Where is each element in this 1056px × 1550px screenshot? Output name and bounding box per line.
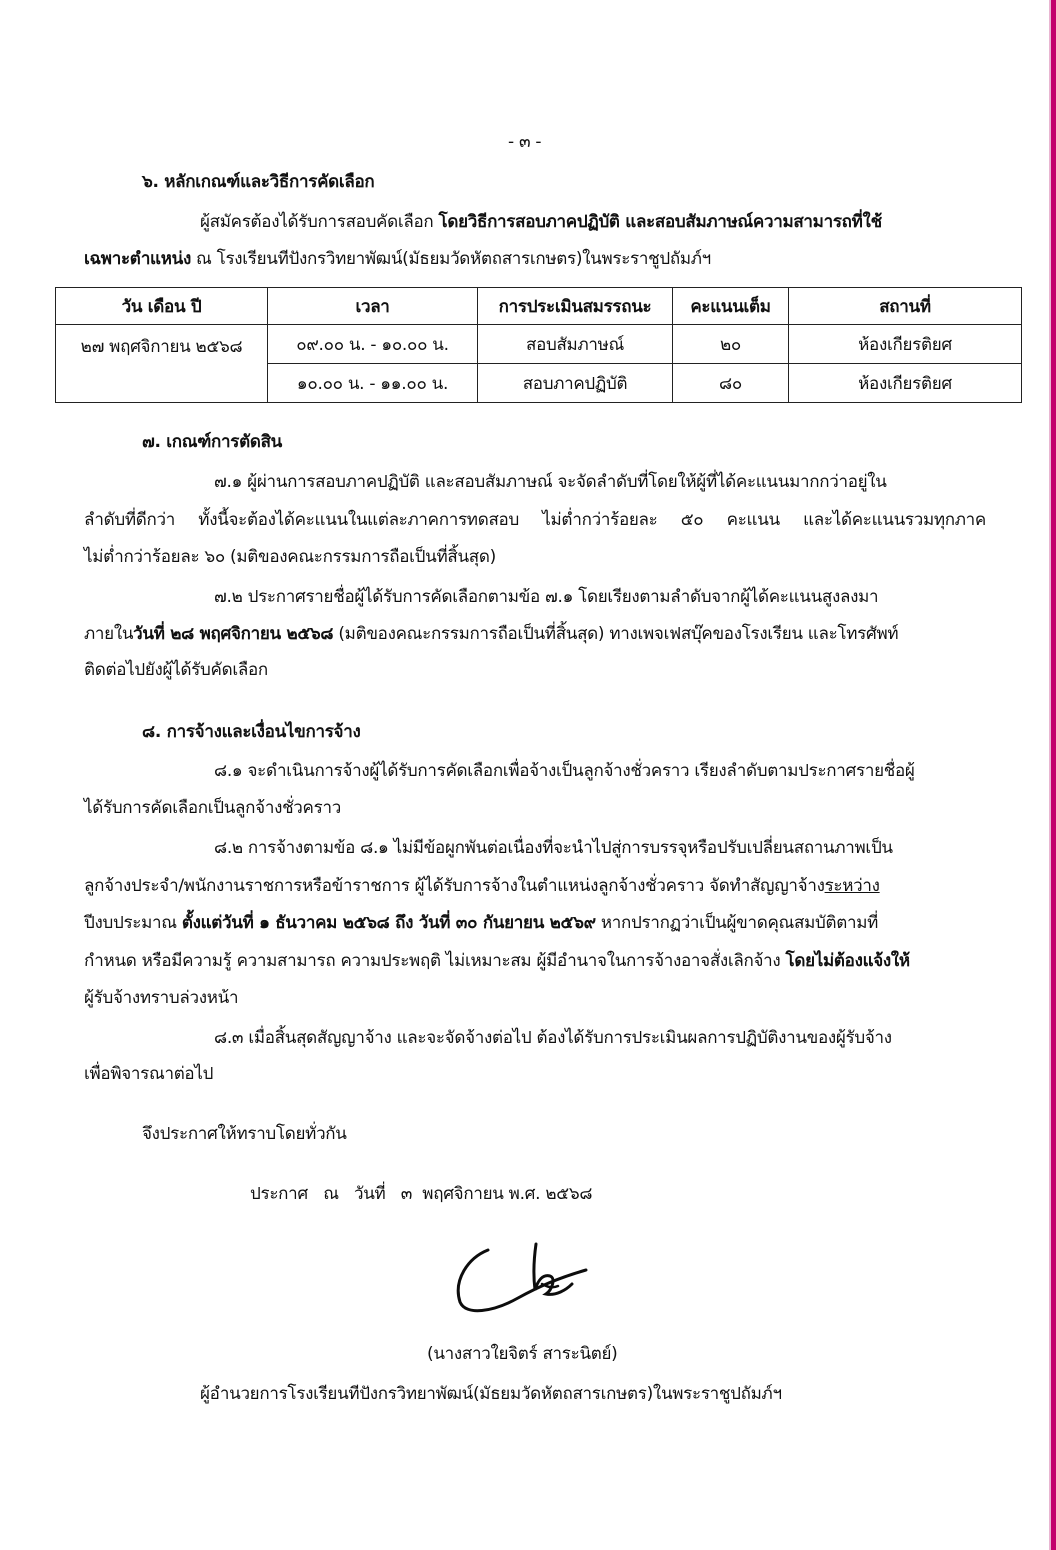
section8-p2-line5: ผู้รับจ้างทราบล่วงหน้า [84,988,239,1008]
section7-p2-line2 [84,620,898,647]
table-row [56,325,1022,364]
score-cell: ๒๐ [673,325,789,364]
section7-p2-line2-b: (มติของคณะกรรมการถือเป็นที่สิ้นสุด) ทางเพจเฟสบุ๊คของโรงเรียน และโทรศัพท์ [333,624,899,644]
time-cell: ๑๐.๐๐ น. - ๑๑.๐๐ น. [268,364,478,403]
section6-heading: ๖. หลักเกณฑ์และวิธีการคัดเลือก [142,172,375,192]
header-date: วัน เดือน ปี [56,288,268,325]
section7-p2-line2-bold: วันที่ ๒๘ พฤศจิกายน ๒๕๖๘ [133,624,334,644]
section8-p2-line4-bold: โดยไม่ต้องแจ้งให้ [785,951,910,971]
page-number: - ๓ - [508,132,542,152]
section6-line1-bold: โดยวิธีการสอบภาคปฏิบัติ และสอบสัมภาษณ์ความสามารถที่ใช้ [438,212,882,232]
section7-p1-line3: ไม่ต่ำกว่าร้อยละ ๖๐ (มติของคณะกรรมการถือเป็นที่สิ้นสุด) [84,547,496,567]
assessment-cell: สอบภาคปฏิบัติ [478,364,673,403]
section8-p2-line3-bold: ตั้งแต่วันที่ ๑ ธันวาคม ๒๕๖๘ ถึง วันที่ ๓๐ กันยายน ๒๕๖๙ [181,913,596,933]
section8-p2-line3-a: ปีงบประมาณ [84,913,182,933]
header-time: เวลา [268,288,478,325]
section6-line2 [84,245,711,272]
place-cell: ห้องเกียรติยศ [789,364,1022,403]
section6-line1 [200,208,882,235]
section8-p1-line2: ได้รับการคัดเลือกเป็นลูกจ้างชั่วคราว [84,798,341,818]
closing-text: จึงประกาศให้ทราบโดยทั่วกัน [142,1124,347,1144]
section8-p2-line2-a: ลูกจ้างประจำ/พนักงานราชการหรือข้าราชการ ผู้ได้รับการจ้างในตำแหน่งลูกจ้างชั่วคราว จัดทำสัญญาจ้าง [84,876,825,896]
section6-line2-bold: เฉพาะตำแหน่ง [84,249,191,269]
score-cell: ๘๐ [673,364,789,403]
section8-p2-line2-underlined: ระหว่าง [824,876,880,896]
section7-p2-line1: ๗.๒ ประกาศรายชื่อผู้ได้รับการคัดเลือกตามข้อ ๗.๑ โดยเรียงตามลำดับจากผู้ได้คะแนนสูงลงมา [214,587,879,607]
announce-date: ประกาศ ณ วันที่ ๓ พฤศจิกายน พ.ศ. ๒๕๖๘ [250,1184,593,1204]
section8-p2-line4-a: กำหนด หรือมีความรู้ ความสามารถ ความประพฤติ ไม่เหมาะสม ผู้มีอำนาจในการจ้างอาจสั่งเลิกจ้าง [84,951,786,971]
section8-heading: ๘. การจ้างและเงื่อนไขการจ้าง [142,722,361,742]
time-cell: ๐๙.๐๐ น. - ๑๐.๐๐ น. [268,325,478,364]
section6-line1-plain: ผู้สมัครต้องได้รับการสอบคัดเลือก [200,212,439,232]
section7-p2-line3: ติดต่อไปยังผู้ได้รับคัดเลือก [84,660,268,680]
schedule-table [55,287,1022,403]
signature-mark [448,1240,608,1320]
signer-title: ผู้อำนวยการโรงเรียนทีปังกรวิทยาพัฒน์(มัธยมวัดหัตถสารเกษตร)ในพระราชูปถัมภ์ฯ [200,1384,782,1404]
section8-p3-line1: ๘.๓ เมื่อสิ้นสุดสัญญาจ้าง และจะจัดจ้างต่อไป ต้องได้รับการประเมินผลการปฏิบัติงานของผู้รับจ้าง [214,1028,892,1048]
header-assessment: การประเมินสมรรถนะ [478,288,673,325]
section8-p2-line2 [84,872,880,899]
page-edge [1051,0,1056,1550]
header-score: คะแนนเต็ม [673,288,789,325]
section8-p2-line3-b: หากปรากฏว่าเป็นผู้ขาดคุณสมบัติตามที่ [595,913,879,933]
header-place: สถานที่ [789,288,1022,325]
section7-heading: ๗. เกณฑ์การตัดสิน [142,432,282,452]
section7-p1-line1: ๗.๑ ผู้ผ่านการสอบภาคปฏิบัติ และสอบสัมภาษณ์ จะจัดลำดับที่โดยให้ผู้ที่ได้คะแนนมากกว่าอยู่ใน [214,472,887,492]
section7-p1-line2: ลำดับที่ดีกว่า ทั้งนี้จะต้องได้คะแนนในแต่ละภาคการทดสอบ ไม่ต่ำกว่าร้อยละ ๕๐ คะแนน และได้คะแนนรวมทุกภาค [84,510,986,530]
section6-line2-plain: ณ โรงเรียนทีปังกรวิทยาพัฒน์(มัธยมวัดหัตถสารเกษตร)ในพระราชูปถัมภ์ฯ [190,249,711,269]
section8-p2-line3 [84,909,878,936]
section8-p3-line2: เพื่อพิจารณาต่อไป [84,1064,214,1084]
assessment-cell: สอบสัมภาษณ์ [478,325,673,364]
section7-p2-line2-a: ภายใน [84,624,134,644]
date-cell: ๒๗ พฤศจิกายน ๒๕๖๘ [56,325,268,403]
section8-p1-line1: ๘.๑ จะดำเนินการจ้างผู้ได้รับการคัดเลือกเพื่อจ้างเป็นลูกจ้างชั่วคราว เรียงลำดับตามประกาศรายชื่อผู้ [214,761,915,781]
schedule-header-row [56,288,1022,325]
signer-name: (นางสาวใยจิตร์ สาระนิตย์) [427,1344,618,1364]
section8-p2-line4 [84,947,910,974]
place-cell: ห้องเกียรติยศ [789,325,1022,364]
section8-p2-line1: ๘.๒ การจ้างตามข้อ ๘.๑ ไม่มีข้อผูกพันต่อเนื่องที่จะนำไปสู่การบรรจุหรือปรับเปลี่ยนสถานภาพเป็น [214,838,893,858]
